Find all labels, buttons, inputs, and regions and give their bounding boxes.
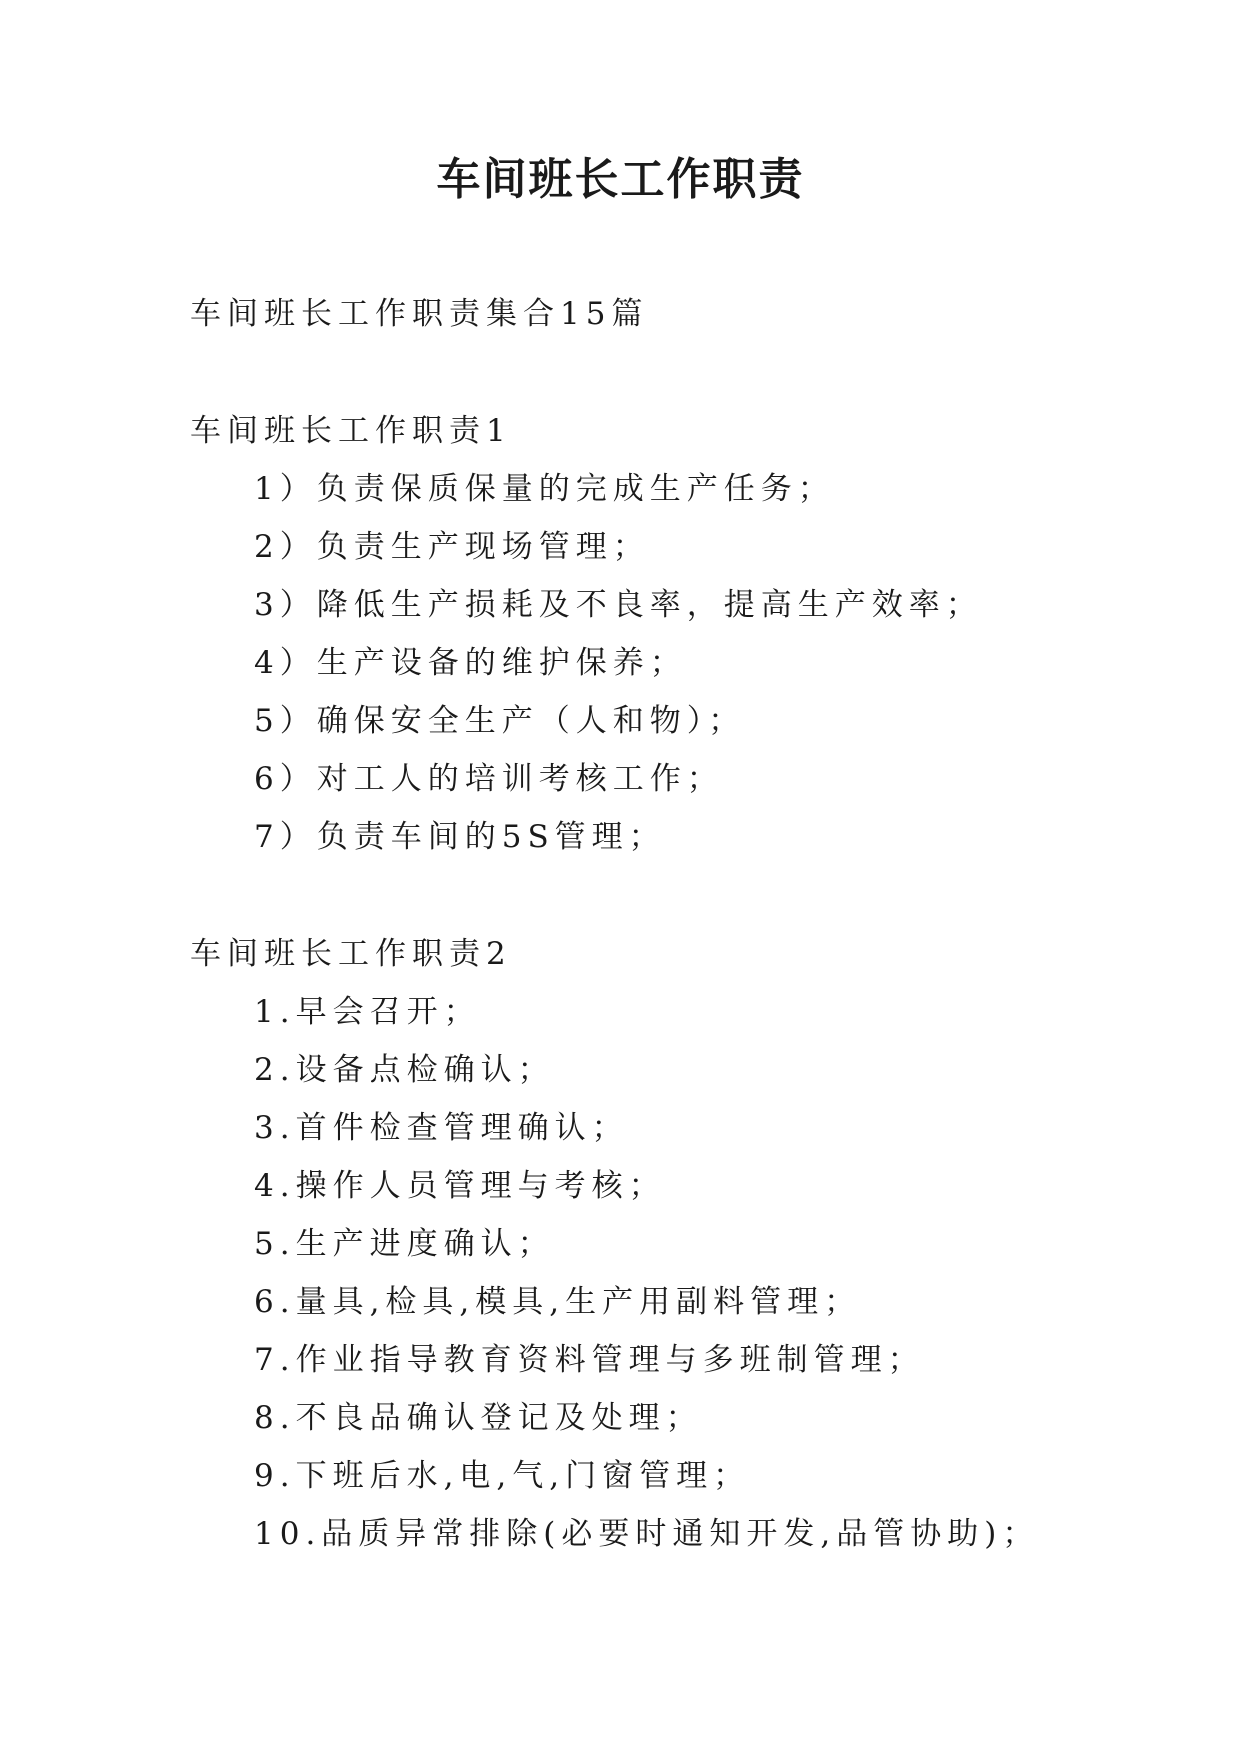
section-2-item: 10.品质异常排除(必要时通知开发,品管协助)； — [254, 1516, 1040, 1552]
section-1-item: 6）对工人的培训考核工作； — [254, 761, 724, 797]
section-2-item: 4.操作人员管理与考核； — [254, 1168, 666, 1204]
section-2-item: 6.量具,检具,模具,生产用副料管理； — [254, 1284, 862, 1320]
section-1-heading: 车间班长工作职责1 — [190, 413, 512, 449]
section-2-item: 2.设备点检确认； — [254, 1052, 555, 1088]
section-2-item: 5.生产进度确认； — [254, 1226, 555, 1262]
section-2-item: 9.下班后水,电,气,门窗管理； — [254, 1458, 751, 1494]
document-title: 车间班长工作职责 — [436, 154, 805, 205]
section-1-item: 7）负责车间的5S管理； — [254, 819, 666, 855]
section-2-item: 3.首件检查管理确认； — [254, 1110, 629, 1146]
collection-subtitle: 车间班长工作职责集合15篇 — [190, 296, 649, 332]
section-2-item: 7.作业指导教育资料管理与多班制管理； — [254, 1342, 925, 1378]
section-1-item: 5）确保安全生产（人和物）； — [254, 703, 746, 739]
section-1-item: 1）负责保质保量的完成生产任务； — [254, 471, 835, 507]
section-1-item: 2）负责生产现场管理； — [254, 529, 650, 565]
section-2-heading: 车间班长工作职责2 — [190, 936, 512, 972]
section-2-item: 8.不良品确认登记及处理； — [254, 1400, 703, 1436]
section-2-item: 1.早会召开； — [254, 994, 481, 1030]
section-1-item: 3）降低生产损耗及不良率，提高生产效率； — [254, 587, 983, 623]
section-1-item: 4）生产设备的维护保养； — [254, 645, 687, 681]
